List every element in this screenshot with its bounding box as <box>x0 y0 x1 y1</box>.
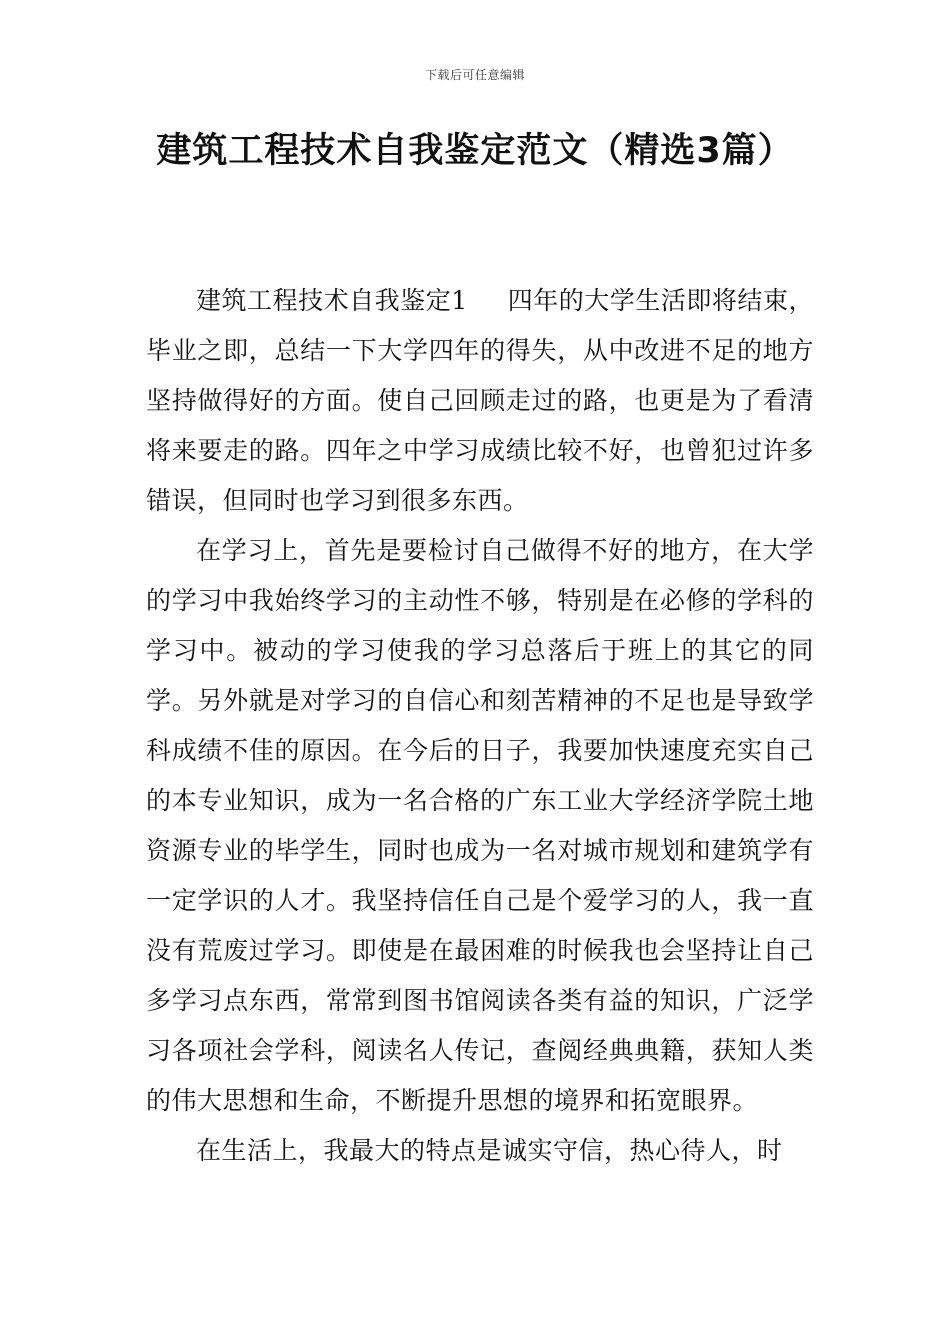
paragraph-1-text: 四年的大学生活即将结束，毕业之即，总结一下大学四年的得失，从中改进不足的地方坚持做得好的方面。使自己回顾走过的路，也更是为了看清将来要走的路。四年之中学习成绩比较不好，也曾犯过许多错误，但同时也学习到很多东西。 <box>146 286 814 515</box>
paragraph-3: 在生活上，我最大的特点是诚实守信，热心待人，时 <box>196 1136 783 1165</box>
document-title: 建筑工程技术自我鉴定范文（精选3篇） <box>156 131 794 171</box>
paragraph-1 <box>146 276 814 526</box>
document-body <box>146 276 814 1176</box>
section-heading: 建筑工程技术自我鉴定1 <box>196 286 468 315</box>
header-note: 下载后可任意编辑 <box>424 68 525 82</box>
paragraph-2: 在学习上，首先是要检讨自己做得不好的地方，在大学的学习中我始终学习的主动性不够，特别是在必修的学科的学习中。被动的学习使我的学习总落后于班上的其它的同学。另外就是对学习的自信心和刻苦精神的不足也是导致学科成绩不佳的原因。在今后的日子，我要加快速度充实自己的本专业知识，成为一名合格的广东工业大学经济学院土地资源专业的毕学生，同时也成为一名对城市规划和建筑学有一定学识的人才。我坚持信任自己是个爱学习的人，我一直没有荒废过学习。即使是在最困难的时候我也会坚持让自己多学习点东西，常常到图书馆阅读各类有益的知识，广泛学习各项社会学科，阅读名人传记，查阅经典典籍，获知人类的伟大思想和生命，不断提升思想的境界和拓宽眼界。 <box>146 536 814 1115</box>
